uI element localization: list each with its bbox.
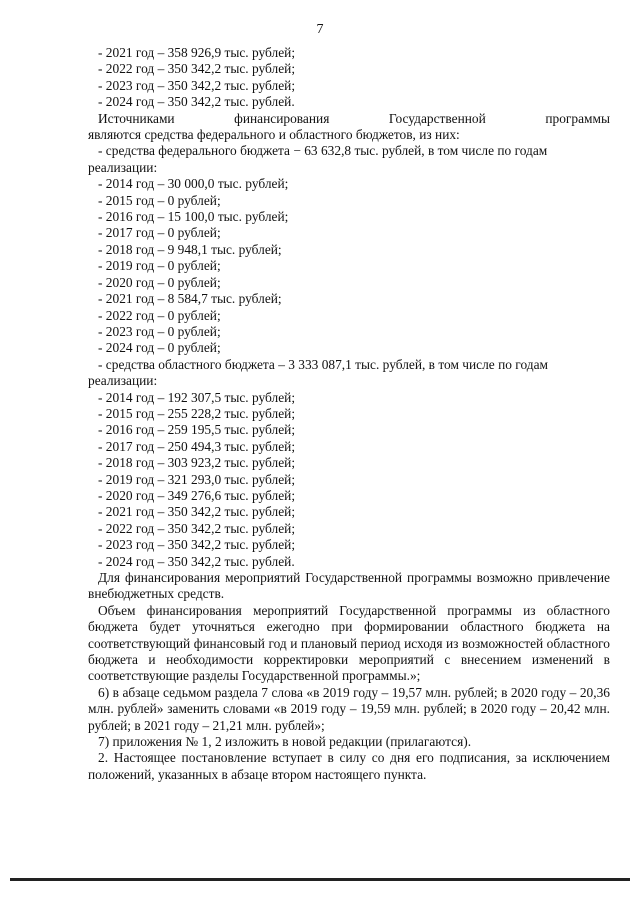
list-item: - 2019 год – 0 рублей;	[98, 258, 221, 274]
list-item: - 2018 год – 303 923,2 тыс. рублей;	[98, 455, 296, 471]
list-item: - 2020 год – 0 рублей;	[98, 274, 221, 290]
list-item: - 2021 год – 358 926,9 тыс. рублей;	[98, 45, 296, 60]
sources-heading-line	[88, 111, 610, 127]
regional-budget-line: - средства областного бюджета – 3 333 087,1 тыс. рублей, в том числе по годам	[98, 356, 549, 372]
list-item: - 2017 год – 0 рублей;	[98, 225, 221, 241]
list-item: - 2016 год – 15 100,0 тыс. рублей;	[98, 209, 289, 225]
list-item: - 2022 год – 350 342,2 тыс. рублей;	[98, 61, 296, 77]
item-6-paragraph: 6) в абзаце седьмом раздела 7 слова «в 2019 году – 19,57 млн. рублей; в 2020 году – 20,36 млн. рублей» заменить словами «в 2019 году – 19,59 млн. рублей; в 2020 году – 20,42 млн. рублей; в 2021 году – 21,21 млн. рублей»;	[88, 684, 610, 733]
list-item: - 2014 год – 192 307,5 тыс. рублей;	[98, 389, 296, 405]
sources-line-2: являются средства федерального и областного бюджетов, из них:	[88, 127, 460, 143]
list-item: - 2017 год – 250 494,3 тыс. рублей;	[98, 438, 296, 454]
page-number: 7	[316, 22, 324, 37]
list-item: - 2014 год – 30 000,0 тыс. рублей;	[98, 176, 289, 192]
list-item: - 2024 год – 350 342,2 тыс. рублей.	[98, 94, 295, 110]
list-item: - 2019 год – 321 293,0 тыс. рублей;	[98, 471, 296, 487]
list-item: - 2020 год – 349 276,6 тыс. рублей;	[98, 487, 296, 503]
list-item: - 2024 год – 0 рублей;	[98, 340, 221, 356]
list-item: - 2015 год – 0 рублей;	[98, 192, 221, 208]
document-body	[88, 45, 610, 783]
list-item: - 2024 год – 350 342,2 тыс. рублей.	[98, 553, 295, 569]
list-item: - 2023 год – 350 342,2 тыс. рублей;	[98, 537, 296, 553]
federal-years-list	[88, 176, 610, 356]
list-item: - 2021 год – 8 584,7 тыс. рублей;	[98, 291, 282, 307]
regional-years-list	[88, 390, 610, 570]
volume-paragraph: Объем финансирования мероприятий Государственной программы из областного бюджета будет уточняться ежегодно при формировании областного бюджета на соответствующий финансовый год и плановый период исходя из возможностей областного бюджета и необходимости корректировки мероприятий с внесением изменений в соответствующие разделы Государственной программы.»;	[88, 602, 610, 684]
list-item: - 2015 год – 255 228,2 тыс. рублей;	[98, 405, 296, 421]
list-item: - 2022 год – 350 342,2 тыс. рублей;	[98, 520, 296, 536]
list-item: - 2018 год – 9 948,1 тыс. рублей;	[98, 241, 282, 257]
list-2021-2024	[88, 45, 610, 111]
list-item: - 2021 год – 350 342,2 тыс. рублей;	[98, 504, 296, 520]
list-item: - 2022 год – 0 рублей;	[98, 307, 221, 323]
list-item: - 2023 год – 350 342,2 тыс. рублей;	[98, 77, 296, 93]
item-7-paragraph: 7) приложения № 1, 2 изложить в новой редакции (прилагаются).	[98, 734, 472, 750]
sources-word: программы	[545, 110, 610, 126]
list-item: - 2023 год – 0 рублей;	[98, 323, 221, 339]
federal-budget-line: - средства федерального бюджета − 63 632,8 тыс. рублей, в том числе по годам	[98, 143, 548, 159]
offbudget-paragraph: Для финансирования мероприятий Государственной программы возможно привлечение внебюджетных средств.	[88, 570, 610, 602]
regional-budget-line-2: реализации:	[88, 373, 158, 389]
item-2-paragraph: 2. Настоящее постановление вступает в силу со дня его подписания, за исключением положений, указанных в абзаце втором настоящего пункта.	[88, 750, 610, 782]
footer-rule	[10, 878, 630, 881]
sources-word: финансирования	[234, 110, 330, 126]
sources-word: Источниками	[98, 110, 175, 126]
federal-budget-line-2: реализации:	[88, 159, 158, 175]
list-item: - 2016 год – 259 195,5 тыс. рублей;	[98, 422, 296, 438]
sources-word: Государственной	[388, 110, 486, 126]
